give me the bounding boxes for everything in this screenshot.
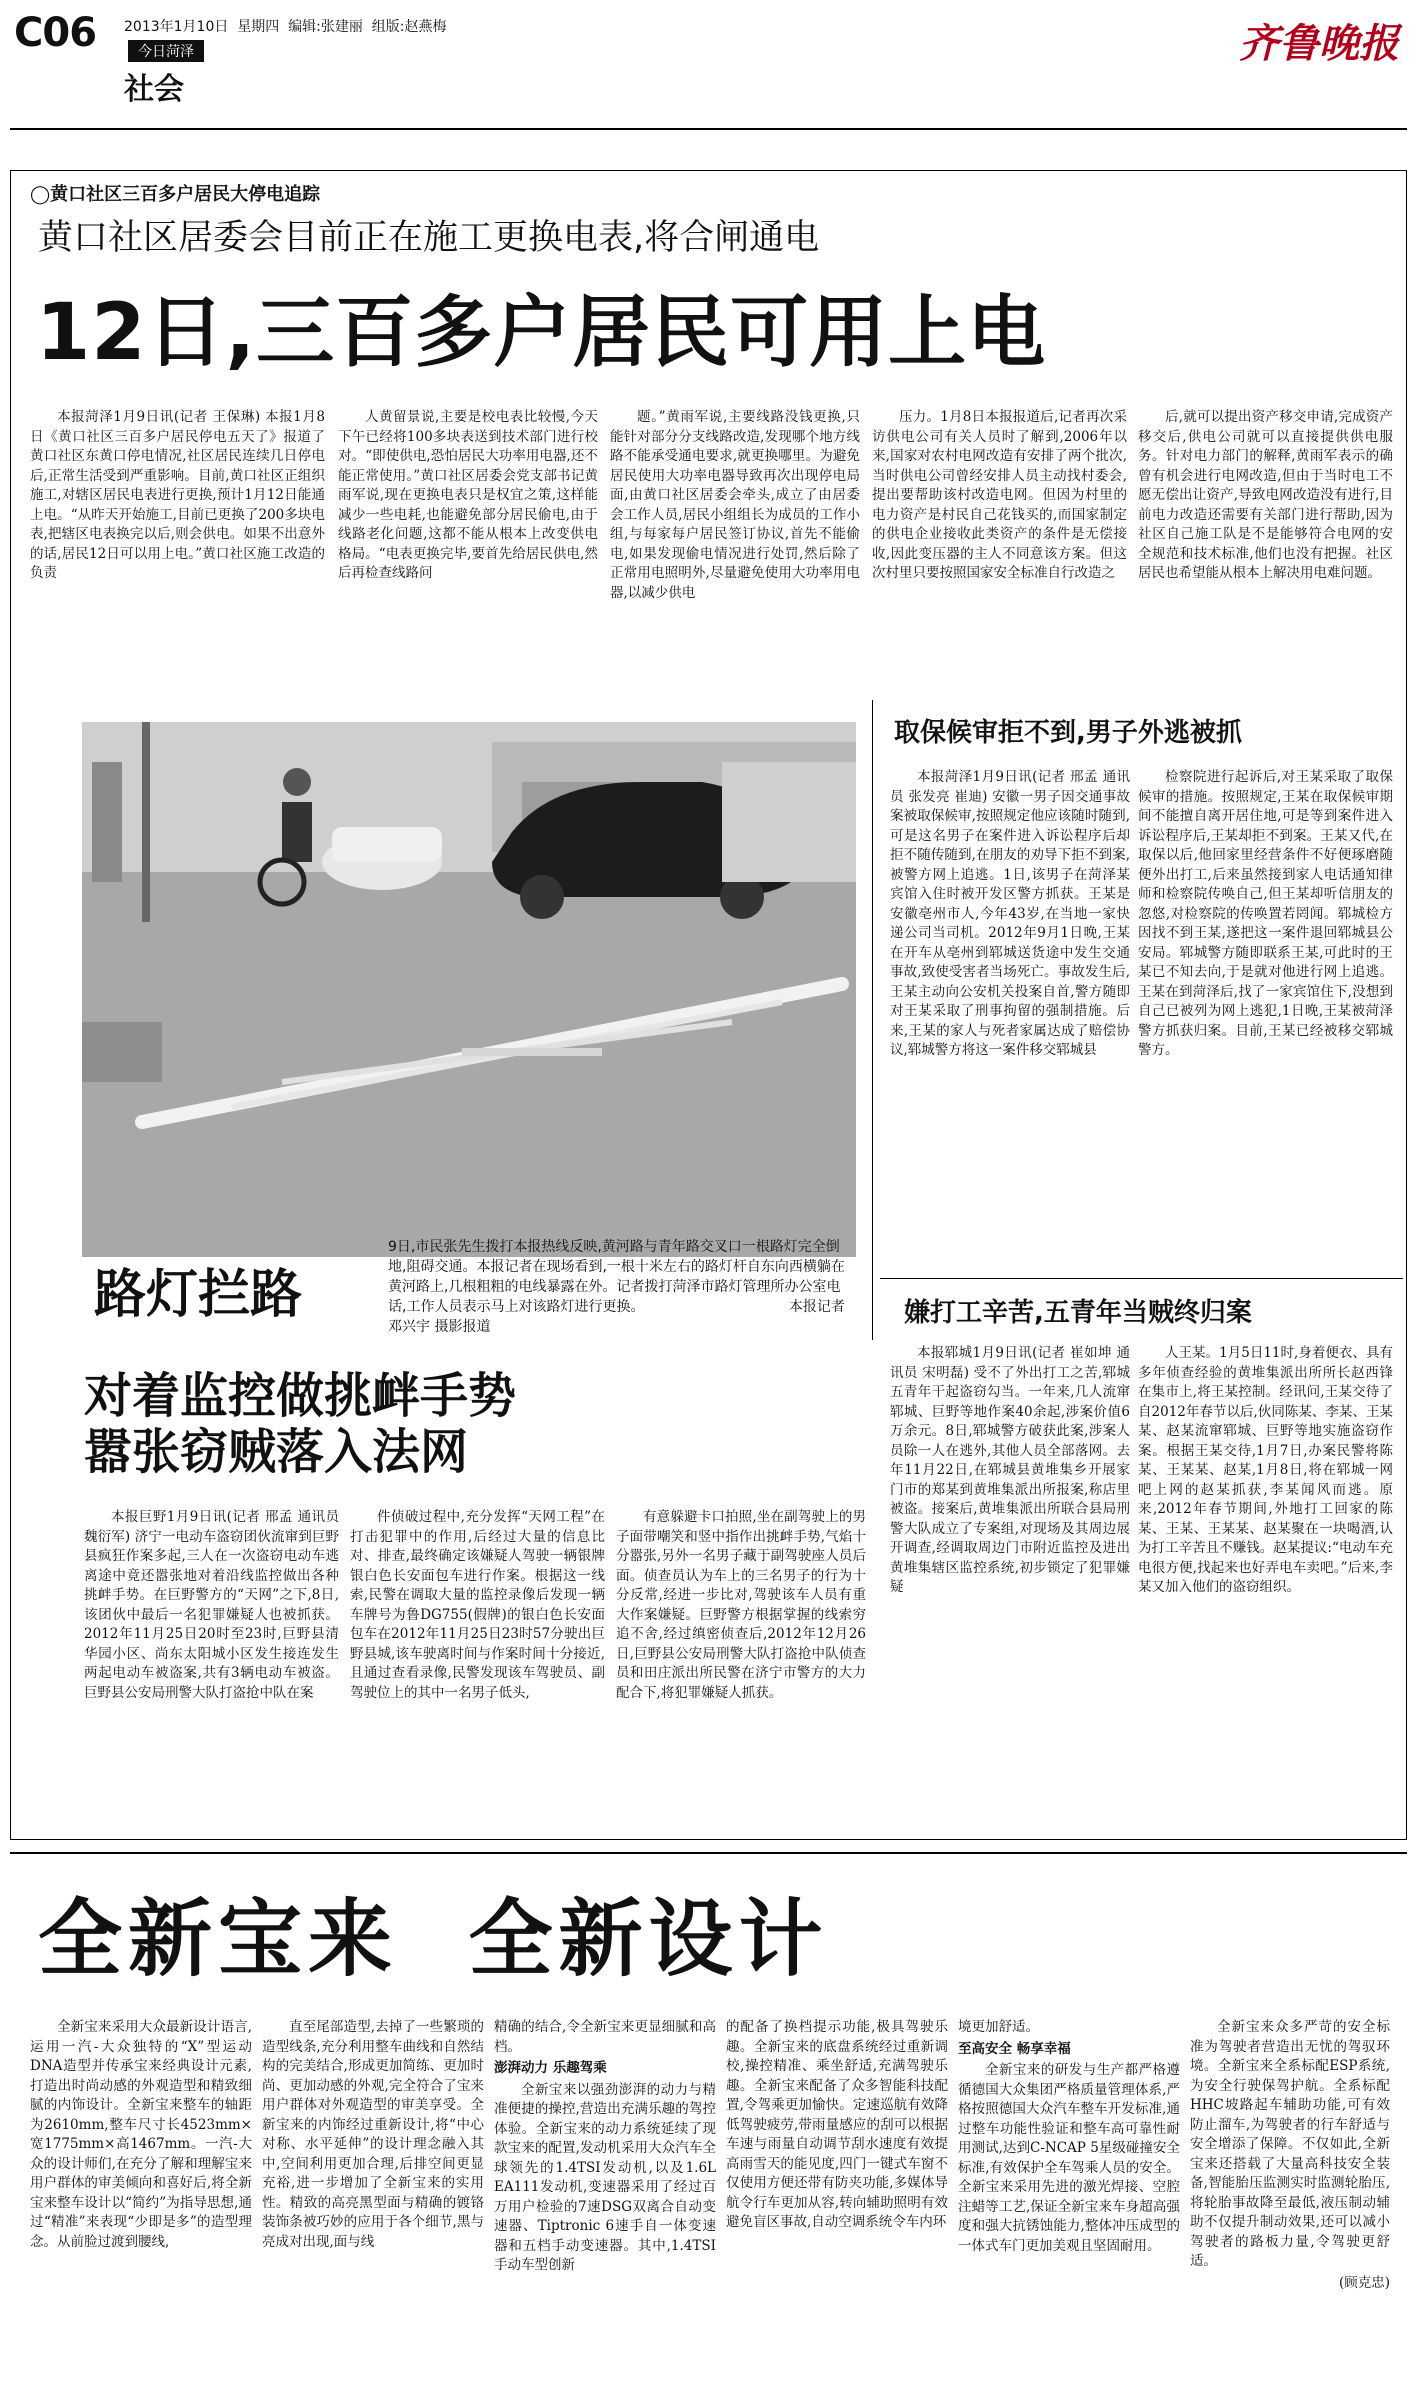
photo-credit: 本报记者 邓兴宇 摄影报道 xyxy=(388,1299,845,1335)
page-number: C06 xyxy=(14,10,97,56)
photo-illustration xyxy=(82,722,856,1257)
lead-col-1-text: 本报菏泽1月9日讯(记者 王保琳) 本报1月8日《黄口社区三百多户居民停电五天了》报道了黄口社区东黄口停电情况,社区居民连续几日停电后,正常生活受到严重影响。目前,黄口社区正组织施工,对辖区居民电表进行更换,预计1月12日能通上电。“从昨天开始施工,目前已更换了200多块电表,把辖区电表换完以后,则会供电。如果不出意外的话,居民12日可以用上电。”黄口社区施工改造的负责 xyxy=(30,409,325,581)
ad-col-3 xyxy=(494,2018,716,2278)
masthead-logo: 齐鲁晚报 xyxy=(1239,20,1399,67)
ad-col-5 xyxy=(958,2018,1180,2258)
article4-headline xyxy=(84,1368,516,1480)
article2-headline: 取保候审拒不到,男子外逃被抓 xyxy=(894,718,1242,748)
ad-subheading-power: 澎湃动力 乐趣驾乘 xyxy=(494,2060,607,2076)
article4-headline-line1: 对着监控做挑衅手势 xyxy=(84,1368,517,1424)
ad-col-5a-text: 境更加舒适。 xyxy=(958,2019,1039,2035)
article4-headline-line2: 嚣张窃贼落入法网 xyxy=(84,1424,469,1480)
article2-col-2-text: 检察院进行起诉后,对王某采取了取保候审的措施。按照规定,王某在取保候审期间不能擅自离开居住地,可是等到案件进入诉讼程序后,王某却拒不到案。王某又代,在取保以后,他回家里经营条件不好便琢磨随便外出打工,后来虽然接到家人电话通知律师和检察院传唤自己,但王某却听信朋友的忽悠,对检察院的传唤置若罔闻。郓城检方因找不到王某,遂把这一案件退回郓城县公安局。郓城警方随即联系王某,可此时的王某已不知去向,于是就对他进行网上追逃。王某在到菏泽后,找了一家宾馆住下,没想到自己已被列为网上逃犯,1日晚,王某被菏泽警方抓获归案。目前,王某已经被移交郓城警方。 xyxy=(1138,769,1393,1058)
editor: 编辑:张建丽 xyxy=(288,19,363,35)
ad-col-4-text: 的配备了换档提示功能,极具驾驶乐趣。全新宝来的底盘系统经过重新调校,操控精准、乘坐舒适,充满驾驶乐趣。全新宝来配备了众多智能科技配置,令驾乘更加愉快。定速巡航有效降低驾驶疲劳,带雨量感应的刮可以根据车速与雨量自动调节刮水速度有效提高雨雪天的能见度,四门一键式车窗不仅使用方便还带有防夹功能,多媒体导航令行车更加从容,转向辅助照明有效避免盲区事故,自动空调系统令车内环 xyxy=(726,2019,948,2230)
article4-col-2 xyxy=(350,1508,605,1705)
header-rule xyxy=(10,128,1407,130)
ad-col-3b-text: 全新宝来以强劲澎湃的动力与精准便捷的操控,营造出充满乐趣的驾控体验。全新宝来的动力系统延续了现款宝来的配置,发动机采用大众汽车全球领先的1.4TSI发动机,以及1.6L EA111发动机,变速器采用了经过百万用户检验的7速DSG双离合自动变速器、Tiptronic 6速手自一体变速器和五档手动变速器。其中,1.4TSI手动车型创新 xyxy=(494,2081,716,2273)
photo-caption-text: 9日,市民张先生拨打本报热线反映,黄河路与青年路交叉口一根路灯完全倒地,阻碍交通。本报记者在现场看到,一根十米左右的路灯杆自东向西横躺在黄河路上,几根粗粗的电线暴露在外。记者拨打菏泽市路灯管理所办公室电话,工作人员表示马上对该路灯进行更换。 xyxy=(388,1239,845,1315)
ad-col-6-text: 全新宝来众多严苛的安全标准为驾驶者营造出无忧的驾驭环境。全新宝来全系标配ESP系统,为安全行驶保驾护航。全系标配HHC坡路起车辅助功能,可有效防止溜车,为驾驶者的行车舒适与安全增添了保障。不仅如此,全新宝来还搭载了大量高科技安全装备,智能胎压监测实时监测轮胎压,将轮胎事故降至最低,液压制动辅助不仅提升制动效果,还可以减小驾驶者的路板力量,令驾驶更舒适。 xyxy=(1190,2019,1390,2269)
lead-col-3 xyxy=(610,408,860,605)
ad-title: 全新宝来 全新设计 xyxy=(38,1890,829,1988)
photo-caption xyxy=(388,1237,854,1337)
ad-col-1-text: 全新宝来采用大众最新设计语言,运用一汽-大众独特的“X”型运动DNA造型并传承宝来经典设计元素,打造出时尚动感的外观造型和精致细腻的内饰设计。全新宝来整车的轴距为2610mm,整车尺寸长4523mm×宽1775mm×高1467mm。一汽-大众的设计师们,在充分了解和理解宝来用户群体的审美倾向和喜好后,将全新宝来整车设计以“简约”为指导思想,通过“精准”来表现“少即是多”的造型理念。从前脸过渡到腰线, xyxy=(30,2019,252,2250)
lead-col-2 xyxy=(338,408,598,586)
ad-col-2-text: 直至尾部造型,去掉了一些繁琐的造型线条,充分利用整车曲线和自然结构的完美结合,形成更加简练、更加时尚、更加动感的外观,完全符合了宝来用户群体对外观造型的审美享受。全新宝来的内饰经过重新设计,将“中心对称、水平延伸”的设计理念融入其中,空间利用更加合理,后排空间更显充裕,进一步增加了全新宝来的实用性。精致的高亮黑型面与精确的镀铬装饰条被巧妙的应用于各个细节,黑与亮成对出现,面与线 xyxy=(262,2019,484,2250)
article2-col-1-text: 本报菏泽1月9日讯(记者 邢孟 通讯员 张发亮 崔迪) 安徽一男子因交通事故案被取保候审,按照规定他应该随时随到,可是这名男子在案件进入诉讼程序后却拒不随传随到,在朋友的劝导下拒不到案,被警方网上追逃。1日,该男子在菏泽某宾馆入住时被开发区警方抓获。王某是安徽亳州市人,今年43岁,在当地一家快递公司当司机。2012年9月1日晚,王某在开车从亳州到郓城送货途中发生交通事故,致使受害者当场死亡。事故发生后,王某主动向公安机关投案自首,警方随即对王某采取了刑事拘留的强制措施。后来,王某的家人与死者家属达成了赔偿协议,郓城警方将这一案件移交郓城县 xyxy=(890,769,1130,1058)
article3-col-2 xyxy=(1138,1344,1393,1600)
article4-col-3-text: 有意躲避卡口拍照,坐在副驾驶上的男子面带嘲笑和竖中指作出挑衅手势,气焰十分嚣张,另外一名男子藏于副驾驶座人员后面。侦查员认为车上的三名男子的行为十分反常,经进一步比对,驾驶该车人员有重大作案嫌疑。巨野警方根据掌握的线索穷追不舍,经过缜密侦查后,2012年12月26日,巨野县公安局刑警大队打盗抢中队侦查员和田庄派出所民警在济宁市警方的大力配合下,将犯罪嫌疑人抓获。 xyxy=(616,1509,866,1701)
article3-headline: 嫌打工辛苦,五青年当贼终归案 xyxy=(904,1298,1252,1328)
lead-col-5-text: 后,就可以提出资产移交申请,完成资产移交后,供电公司就可以直接提供供电服务。针对电力部门的解释,黄雨军表示的确曾有机会进行电网改造,但由于当时电工不愿无偿出让资产,导致电网改造没有进行,目前电力改造还需要有关部门进行帮助,因为社区自己施工队是不是能够符合电网的安全规范和技术标准,他们也没有把握。社区居民也希望能从根本上解决用电难问题。 xyxy=(1138,409,1393,581)
lead-kicker: ◯黄口社区三百多户居民大停电追踪 xyxy=(30,184,321,205)
article3-rule xyxy=(880,1278,1403,1279)
lead-col-3-text: 题。”黄雨军说,主要线路没钱更换,只能针对部分分支线路改造,发现哪个地方线路不能承受通电要求,就更换哪里。为避免居民使用大功率电器导致再次出现停电局面,由黄口社区居委会牵头,成立了由居委会工作人员,居民小组组长为成员的工作小组,与每家每户居民签订协议,首先不能偷电,如果发现偷电情况进行处罚,然后除了正常用电照明外,尽量避免使用大功率用电器,以减少供电 xyxy=(610,409,860,601)
lead-subhead: 黄口社区居委会目前正在施工更换电表,将合闸通电 xyxy=(38,218,820,258)
article4-col-1 xyxy=(84,1508,339,1705)
ad-rule xyxy=(10,1852,1407,1854)
ad-col-3a-text: 精确的结合,令全新宝来更显细腻和高档。 xyxy=(494,2019,716,2055)
lead-col-1 xyxy=(30,408,325,586)
layout-editor: 组版:赵燕梅 xyxy=(371,19,447,35)
lead-col-2-text: 人黄留景说,主要是校电表比较慢,今天下午已经将100多块表送到技术部门进行校对。“即使供电,恐怕居民大功率用电器,还不能正常使用。”黄口社区居委会党支部书记黄雨军说,现在更换电表只是权宜之策,这样能减少一些电耗,也能避免部分居民偷电,由于线路老化问题,这都不能从根本上改变供电格局。“电表更换完毕,要首先给居民供电,然后再检查线路问 xyxy=(338,409,598,581)
lead-headline: 12日,三百多户居民可用上电 xyxy=(36,288,1047,378)
ad-col-4 xyxy=(726,2018,948,2235)
ad-signature: (顾克忠) xyxy=(1338,2274,1390,2291)
weekday: 星期四 xyxy=(237,19,280,35)
lead-col-4 xyxy=(872,408,1127,586)
section-ribbon: 今日菏泽 xyxy=(128,40,204,62)
ad-subheading-safety: 至高安全 畅享幸福 xyxy=(958,2040,1071,2057)
article2-col-2 xyxy=(1138,768,1393,1063)
article3-col-2-text: 人王某。1月5日11时,身着便衣、具有多年侦查经验的黄堆集派出所所长赵西锋在集市上,将王某控制。经讯问,王某交待了自2012年春节以后,伙同陈某、李某、王某某、赵某流窜郓城、巨野等地实施盗窃作案。根据王某交待,1月7日,办案民警将陈某、王某某、赵某,1月8日,将在郓城一网吧上网的赵某抓获,李某闻风而逃。原来,2012年春节期间,外地打工回家的陈某、王某、王某某、赵某聚在一块喝酒,认为打工辛苦且不赚钱。赵某提议:“电动车充电很方便,找起来也好弄电车卖吧。”后来,李某又加入他们的盗窃组织。 xyxy=(1138,1345,1393,1595)
section-title: 社会 xyxy=(124,72,184,107)
col-divider xyxy=(872,700,873,1340)
ad-col-2 xyxy=(262,2018,484,2254)
ad-col-6 xyxy=(1190,2018,1390,2295)
article4-col-2-text: 件侦破过程中,充分发挥“天网工程”在打击犯罪中的作用,后经过大量的信息比对、排查,最终确定该嫌疑人驾驶一辆银牌银白色长安面包车进行作案。根据这一线索,民警在调取大量的监控录像后发现一辆车牌号为鲁DG755(假牌)的银白色长安面包车在2012年11月25日23时57分驶出巨野县城,该车驶离时间与作案时间十分接近,且通过查看录像,民警发现该车驾驶员、副驾驶位上的其中一名男子低头, xyxy=(350,1509,605,1701)
lead-col-5 xyxy=(1138,408,1393,586)
ad-col-1 xyxy=(30,2018,252,2254)
article3-col-1-text: 本报郓城1月9日讯(记者 崔如坤 通讯员 宋明磊) 受不了外出打工之苦,郓城五青年干起盗窃勾当。一年来,几人流窜郓城、巨野等地作案40余起,涉案价值6万余元。8日,郓城警方破获此案,涉案人员除一人在逃外,其他人员全部落网。去年11月22日,在郓城县黄堆集乡开展家门市的郑某到黄堆集派出所报案,称店里被盗。接案后,黄堆集派出所联合县局刑警大队成立了专案组,对现场及其周边展开调查,经调取周边门市附近监控及进出黄堆集辖区监控系统,初步锁定了犯罪嫌疑 xyxy=(890,1345,1130,1595)
article3-col-1 xyxy=(890,1344,1130,1600)
article4-col-3 xyxy=(616,1508,866,1705)
lead-col-4-text: 压力。1月8日本报报道后,记者再次采访供电公司有关人员时了解到,2006年以来,国家对农村电网改造有安排了两个批次,当时供电公司曾经安排人员主动找村委会,提出要帮助该村改造电网。但因为村里的电力资产是村民自己花钱买的,而国家制定的供电企业接收此类资产的条件是无偿接收,因此变压器的主人不同意该方案。但这次村里只要按照国家安全标准自行改造之 xyxy=(872,409,1127,581)
ad-col-5b-text: 全新宝来的研发与生产都严格遵循德国大众集团严格质量管理体系,严格按照德国大众汽车整车开发标准,通过整车功能性验证和整车高可靠性耐用测试,达到C-NCAP 5星级碰撞安全标准,有效保护全车驾乘人员的安全。全新宝来采用先进的激光焊接、空腔注蜡等工艺,保证全新宝来车身超高强度和强大抗锈蚀能力,整体冲压成型的一体式车门更加美观且坚固耐用。 xyxy=(958,2062,1180,2254)
issue-date xyxy=(124,16,447,36)
article2-col-1 xyxy=(890,768,1130,1063)
article4-col-1-text: 本报巨野1月9日讯(记者 邢孟 通讯员 魏衍军) 济宁一电动车盗窃团伙流窜到巨野县疯狂作案多起,三人在一次盗窃电动车逃离途中竟还嚣张地对着沿线监控做出各种挑衅手势。在巨野警方的“天网”之下,8日,该团伙中最后一名犯罪嫌疑人也被抓获。2012年11月25日20时至23时,巨野县清华园小区、尚东太阳城小区发生接连发生两起电动车被盗案,共有3辆电动车被盗。巨野县公安局刑警大队打盗抢中队在案 xyxy=(84,1509,339,1701)
date: 2013年1月10日 xyxy=(124,19,229,35)
street-lamp-photo xyxy=(82,722,856,1257)
photo-title: 路灯拦路 xyxy=(94,1265,303,1325)
